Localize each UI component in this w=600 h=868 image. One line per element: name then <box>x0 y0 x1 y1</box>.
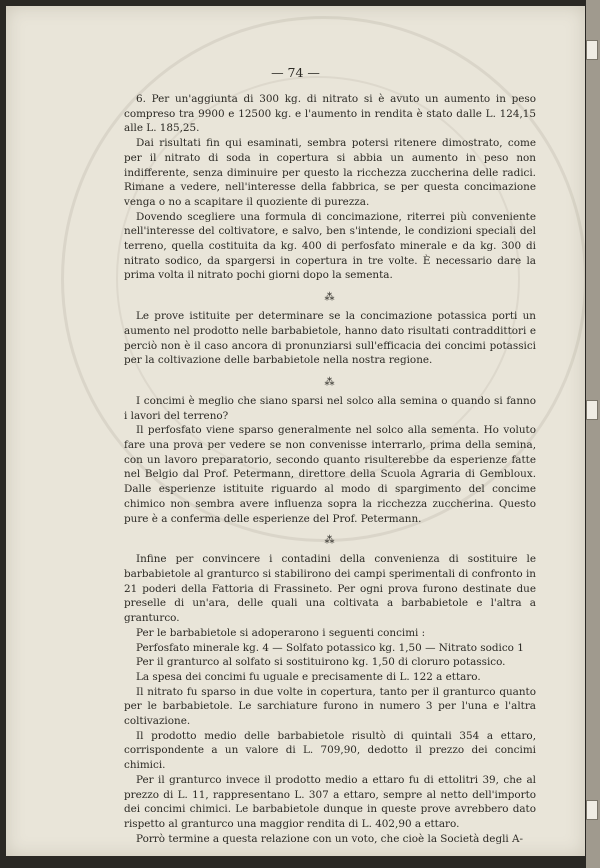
paragraph: Le prove istituite per determinare se la concimazione potassica porti un aumento nel prodotto nelle barbabietole, hanno dato risultati contraddittori e perciò non è il caso ancora di pronunziarsi sull'efficacia dei concimi potassici per la coltivazione delle barbabietole nella nostra regione. <box>124 310 536 367</box>
paragraph: Perfosfato minerale kg. 4 — Solfato potassico kg. 1,50 — Nitrato sodico 1 <box>136 641 524 654</box>
scan-edge-strip <box>586 0 600 868</box>
paragraph: La spesa dei concimi fu uguale e precisamente di L. 122 a ettaro. <box>136 670 481 683</box>
binding-tab <box>586 400 598 420</box>
section-separator: ⁂ <box>324 376 336 388</box>
paragraph: 6. Per un'aggiunta di 300 kg. di nitrato si è avuto un aumento in peso compreso tra 9900 e 12500 kg. e l'aumento in rendita è stato dalle L. 124,15 alle L. 185,25. <box>124 93 536 135</box>
page-number: — 74 — <box>271 65 320 80</box>
paragraph: Porrò termine a questa relazione con un voto, che cioè la Società degli A- <box>136 832 524 845</box>
paragraph: Per il granturco invece il prodotto medio a ettaro fu di ettolitri 39, che al prezzo di L. 11, rappresentano L. 307 a ettaro, sempre al netto dell'importo dei concimi chimici. Le barbabietole dunque in queste prove avrebbero dato rispetto al granturco una maggior rendita di L. 402,90 a ettaro. <box>124 773 536 830</box>
paragraph: Infine per convincere i contadini della convenienza di sostituire le barbabietole al granturco si stabilirono dei campi sperimentali di confronto in 21 poderi della Fattoria di Frassineto. Per ogni prova furono destinate due preselle di un'ara, delle quali una coltivata a barbabietole e l'altra a granturco. <box>124 553 536 625</box>
paragraph: Il prodotto medio delle barbabietole risultò di quintali 354 a ettaro, corrispondente a un valore di L. 709,90, dedotto il prezzo dei concimi chimici. <box>124 729 536 772</box>
paragraph: Dovendo scegliere una formula di concimazione, riterrei più conveniente nell'interesse del coltivatore, e salvo, ben s'intende, le condizioni speciali del terreno, quella costituita da kg. 400 di perfosfato minerale e da kg. 300 di nitrato sodico, da spargersi in copertura in tre volte. È necessario dare la prima volta il nitrato pochi giorni dopo la sementa. <box>124 210 536 282</box>
page-body <box>124 92 536 846</box>
paragraph: Il perfosfato viene sparso generalmente nel solco alla sementa. Ho voluto fare una prova per vedere se non convenisse interrarlo, prima della semina, con un lavoro preparatorio, secondo quanto risulterebbe da esperienze fatte nel Belgio dal Prof. Petermann, direttore della Scuola Agraria di Gembloux. Dalle esperienze istituite riguardo al modo di spargimento del concime chimico non sembra avere influenza sopra la ricchezza zuccherina. Questo pure è a conferma delle esperienze del Prof. Petermann. <box>124 424 536 525</box>
binding-tab <box>586 40 598 60</box>
paragraph: Dai risultati fin qui esaminati, sembra potersi ritenere dimostrato, come per il nitrato di soda in copertura si abbia un aumento in peso non indifferente, senza diminuire per questo la ricchezza zuccherina delle radici. Rimane a vedere, nell'interesse della fabbrica, se per questa concimazione venga o no a scapitare il quoziente di purezza. <box>124 137 536 208</box>
paragraph: Il nitrato fu sparso in due volte in copertura, tanto per il granturco quanto per le barbabietole. Le sarchiature furono in numero 3 per l'una e l'altra coltivazione. <box>124 685 536 728</box>
section-separator: ⁂ <box>324 535 336 547</box>
binding-tab <box>586 800 598 820</box>
paragraph: I concimi è meglio che siano sparsi nel solco alla semina o quando si fanno i lavori del terreno? <box>124 394 536 422</box>
paragraph: Per il granturco al solfato si sostituirono kg. 1,50 di cloruro potassico. <box>136 656 506 669</box>
paragraph: Per le barbabietole si adoperarono i seguenti concimi : <box>136 626 426 639</box>
document-page <box>6 6 585 856</box>
section-separator: ⁂ <box>324 292 336 304</box>
